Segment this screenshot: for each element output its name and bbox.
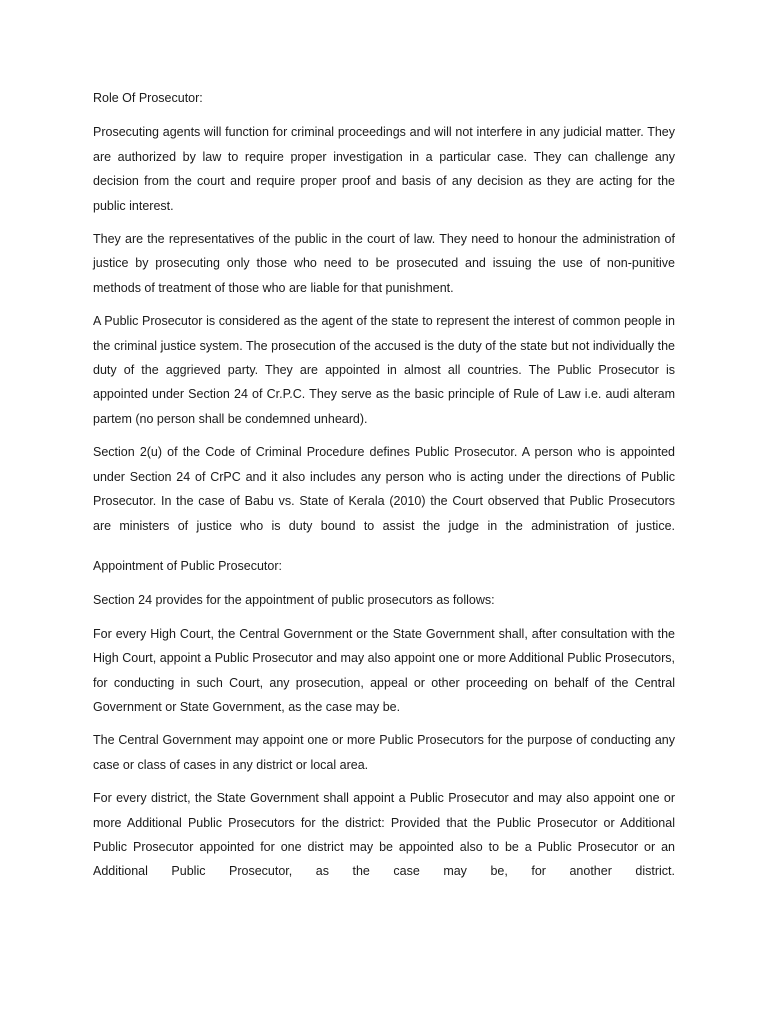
paragraph-agent-of-state: A Public Prosecutor is considered as the agent of the state to represent the interest of common people in the criminal justice system. The prosecution of the accused is the duty of the state but not individually the duty of the aggrieved party. They are appointed in almost all countries. The Public Prosecutor is appointed under Section 24 of Cr.P.C. They serve as the basic principle of Rule of Law i.e. audi alteram partem (no person shall be condemned unheard). <box>93 314 675 426</box>
section-heading-appointment: Appointment of Public Prosecutor: <box>93 558 282 573</box>
document-body <box>93 86 675 893</box>
paragraph-district-appointment: For every district, the State Government shall appoint a Public Prosecutor and may also appoint one or more Additional Public Prosecutors for the district: Provided that the Public Prosecutor or Additional Public Prosecutor appointed for one district may be appointed also to be a Public Prosecutor or an Additional Public Prosecutor, as the case may be, for another district. <box>93 791 675 879</box>
paragraph-section-24-intro: Section 24 provides for the appointment of public prosecutors as follows: <box>93 593 495 608</box>
section-heading-role-of-prosecutor: Role Of Prosecutor: <box>93 91 203 105</box>
paragraph-prosecuting-agents: Prosecuting agents will function for criminal proceedings and will not interfere in any judicial matter. They are authorized by law to require proper investigation in a particular case. They can challenge any decision from the court and require proper proof and basis of any decision as they are acting for the public interest. <box>93 125 675 213</box>
paragraph-representatives-of-public: They are the representatives of the public in the court of law. They need to honour the administration of justice by prosecuting only those who need to be prosecuted and issuing the use of non-punitive methods of treatment of those who are liable for that punishment. <box>93 232 675 295</box>
paragraph-central-government-appointment: The Central Government may appoint one or more Public Prosecutors for the purpose of conducting any case or class of cases in any district or local area. <box>93 733 675 772</box>
paragraph-high-court-appointment: For every High Court, the Central Government or the State Government shall, after consultation with the High Court, appoint a Public Prosecutor and may also appoint one or more Additional Public Prosecutors, for conducting in such Court, any prosecution, appeal or other proceeding on behalf of the Central Government or State Government, as the case may be. <box>93 626 675 714</box>
paragraph-section-2u-definition: Section 2(u) of the Code of Criminal Procedure defines Public Prosecutor. A person who is appointed under Section 24 of CrPC and it also includes any person who is acting under the directions of Public Prosecutor. In the case of Babu vs. State of Kerala (2010) the Court observed that Public Prosecutors are ministers of justice who is duty bound to assist the judge in the administration of justice. <box>93 445 675 533</box>
